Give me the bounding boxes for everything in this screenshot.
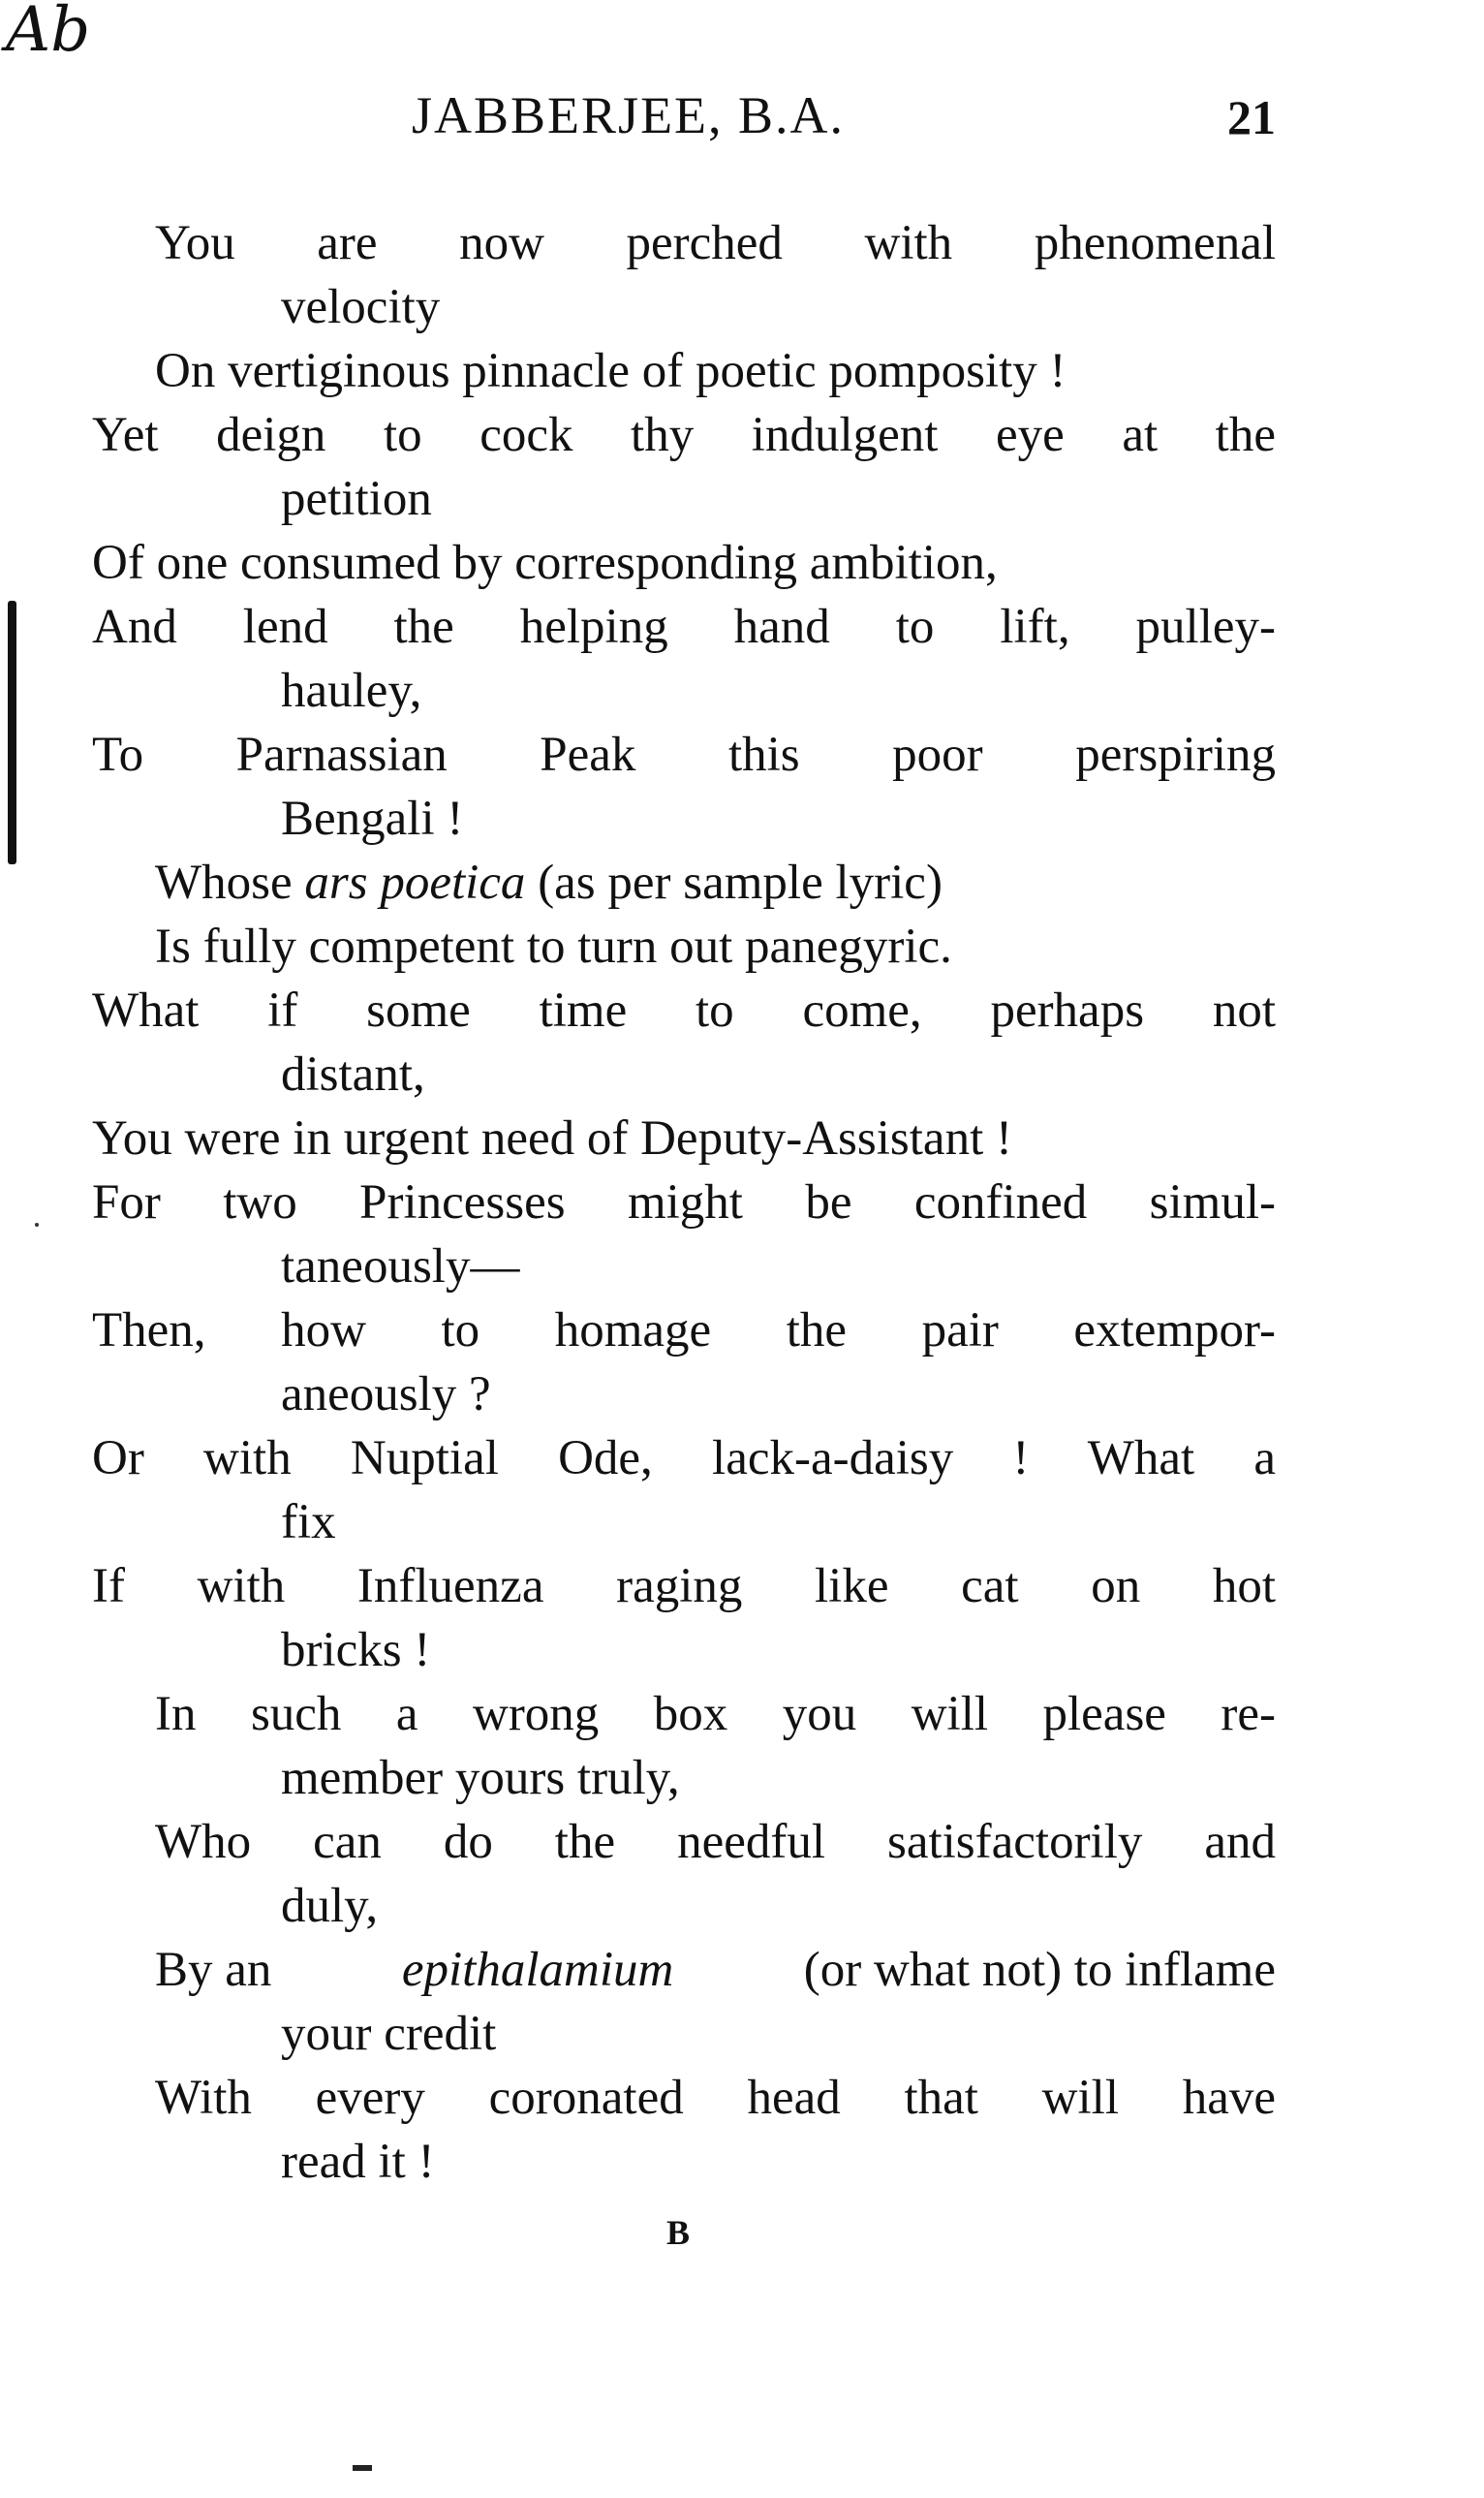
page-title: JABBERJEE, B.A.: [412, 86, 846, 144]
bottom-dash-mark: [353, 2465, 372, 2471]
page-number: 21: [1227, 90, 1276, 144]
verse-line: With every coronated head that will have: [155, 2071, 1276, 2125]
verse-line: Of one consumed by corresponding ambition,: [92, 536, 998, 590]
verse-line-with-italic: [92, 851, 1276, 915]
verse-continuation: member yours truly,: [281, 1751, 680, 1805]
verse-line: Is fully competent to turn out panegyric.: [155, 920, 952, 974]
verse-continuation: taneously—: [281, 1239, 520, 1294]
verse-continuation: duly,: [281, 1879, 379, 1933]
verse-line: On vertiginous pinnacle of poetic pomposity !: [155, 344, 1067, 398]
verse-text: Whose: [155, 856, 305, 910]
verse-line: You were in urgent need of Deputy-Assistant !: [92, 1111, 1012, 1166]
margin-bar-mark: [8, 601, 16, 864]
verse-line: In such a wrong box you will please re-: [155, 1687, 1276, 1741]
running-head: [92, 85, 1276, 163]
verse-line: Or with Nuptial Ode, lack-a-daisy ! What a: [92, 1431, 1276, 1485]
verse-text: By an: [155, 1943, 272, 1997]
italic-phrase: ars poetica: [304, 856, 526, 910]
verse-line: Yet deign to cock thy indulgent eye at the: [92, 408, 1276, 462]
poem-body: [92, 211, 1276, 2194]
verse-line: Then, how to homage the pair extempor-: [92, 1303, 1276, 1358]
verse-continuation: read it !: [281, 2135, 435, 2189]
verse-text: (or what not) to inflame: [803, 1943, 1276, 1997]
verse-continuation: petition: [281, 472, 432, 526]
verse-continuation: hauley,: [281, 664, 422, 718]
italic-phrase: epithalamium: [401, 1943, 674, 1997]
verse-continuation: velocity: [281, 280, 441, 334]
verse-continuation: distant,: [281, 1047, 425, 1102]
corner-handwritten-mark: Ab: [6, 0, 91, 66]
verse-line: And lend the helping hand to lift, pulley-: [92, 600, 1276, 654]
signature-mark: B: [666, 2213, 691, 2252]
verse-line: What if some time to come, perhaps not: [92, 984, 1276, 1038]
verse-continuation: fix: [281, 1495, 336, 1549]
verse-continuation: bricks !: [281, 1623, 431, 1677]
verse-line: To Parnassian Peak this poor perspiring: [92, 728, 1276, 782]
verse-text: (as per sample lyric): [525, 856, 943, 910]
verse-continuation: your credit: [281, 2007, 497, 2061]
verse-line: For two Princesses might be confined simul-: [92, 1175, 1276, 1230]
verse-continuation: Bengali !: [281, 792, 464, 846]
verse-line: You are now perched with phenomenal: [155, 216, 1276, 270]
verse-continuation: aneously ?: [281, 1367, 491, 1421]
verse-line-with-italic: [92, 1938, 1276, 2002]
verse-line: Who can do the needful satisfactorily and: [155, 1815, 1276, 1869]
verse-line: If with Influenza raging like cat on hot: [92, 1559, 1276, 1613]
margin-dot-mark: [35, 1223, 39, 1227]
